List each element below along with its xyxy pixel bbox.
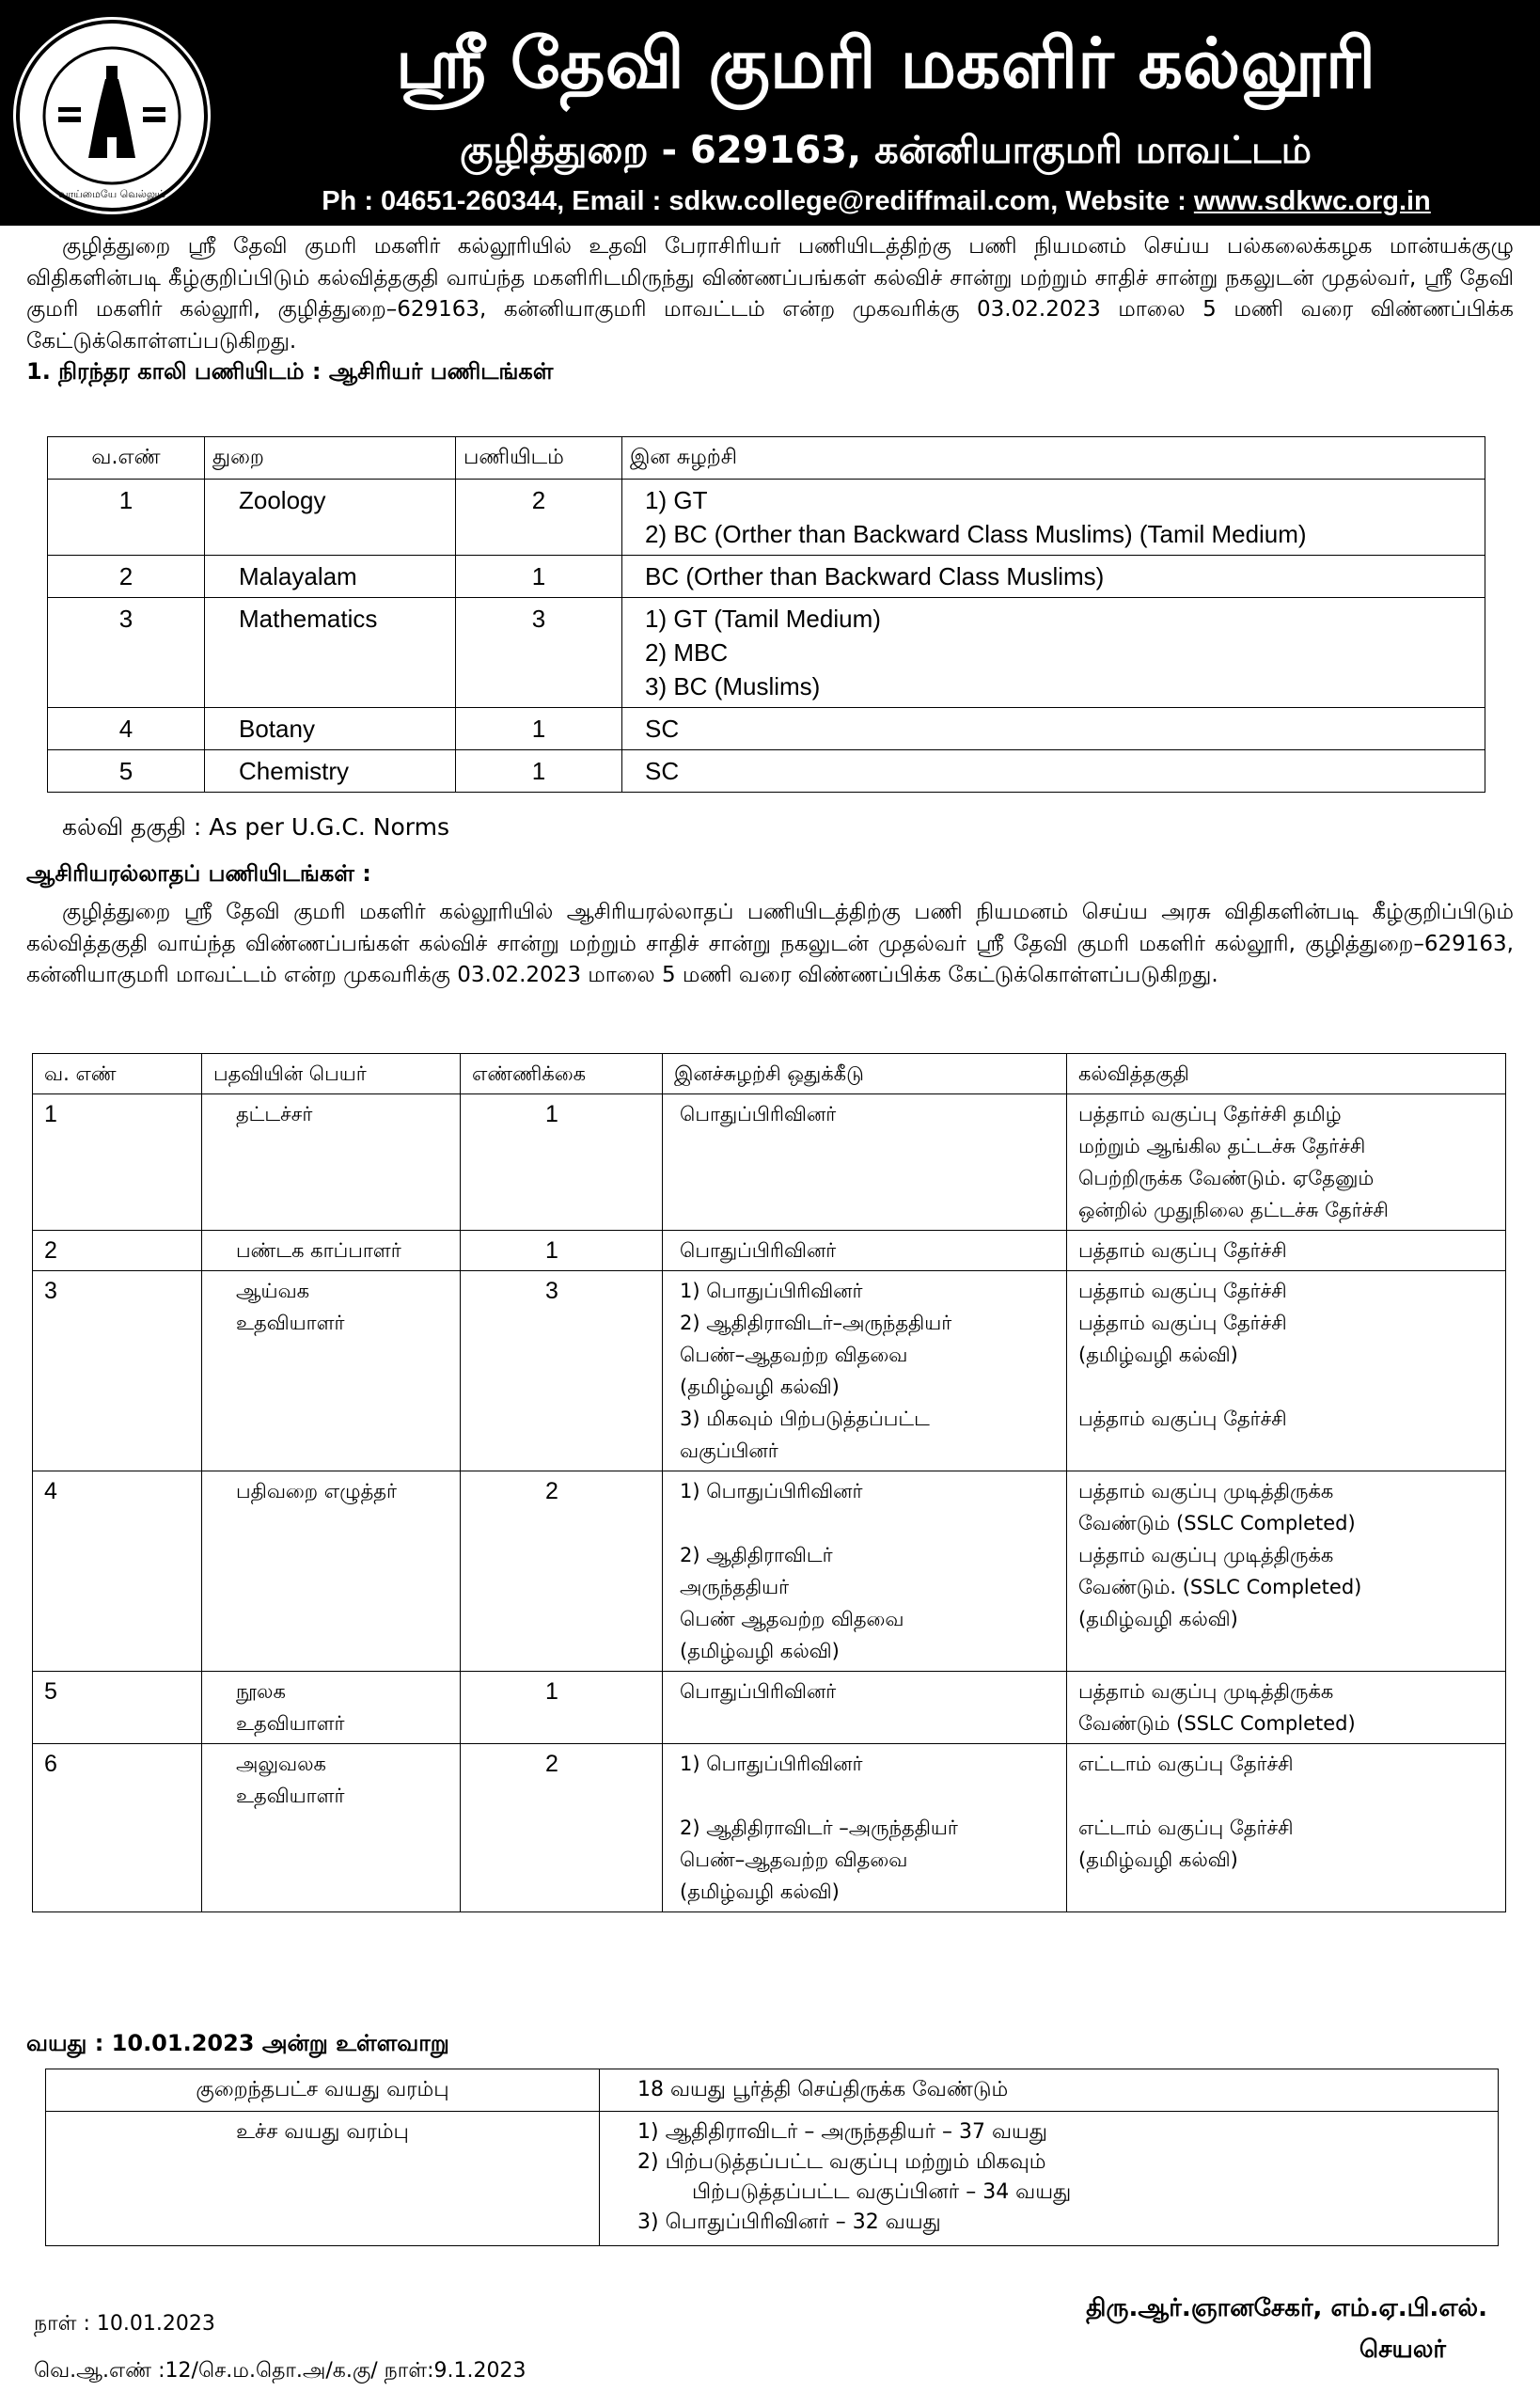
serial-cell: 3 [48, 598, 205, 708]
rotation-cell [622, 708, 1485, 750]
posts-cell: 2 [456, 480, 622, 556]
svg-text:வாய்மையே வெல்லும்: வாய்மையே வெல்லும் [57, 188, 166, 200]
age-min-row [46, 2069, 1499, 2112]
max-age-label: உச்ச வயது வரம்பு [46, 2112, 600, 2246]
qualification-cell-line: பத்தாம் வகுப்பு முடித்திருக்க [1078, 1680, 1334, 1703]
college-title: ஸ்ரீ தேவி குமரி மகளிர் கல்லூரி [395, 24, 1376, 104]
qualification-cell-line: (தமிழ்வழி கல்வி) [1078, 1849, 1238, 1871]
rotation-cell [622, 480, 1485, 556]
table-row [48, 480, 1485, 556]
reservation-cell-line: 1) பொதுப்பிரிவினர் [680, 1280, 863, 1302]
serial-cell: 5 [48, 750, 205, 793]
rotation-cell-line: 3) BC (Muslims) [645, 672, 821, 700]
post-name-cell-line: நூலக [236, 1680, 286, 1703]
table-row [48, 556, 1485, 598]
min-age-value: 18 வயது பூர்த்தி செய்திருக்க வேண்டும் [600, 2069, 1499, 2112]
serial-cell: 1 [48, 480, 205, 556]
max-age-item: 1) ஆதிதிராவிடர் – அருந்ததியர் – 37 வயது [637, 2120, 1047, 2144]
serial-cell: 3 [33, 1271, 202, 1471]
nonteaching-posts-table [32, 1053, 1506, 1912]
tamil-nadu-emblem-logo [13, 17, 211, 214]
qualification-cell-line: வேண்டும் (SSLC Completed) [1078, 1512, 1356, 1534]
post-name-cell-line: பண்டக காப்பாளர் [236, 1239, 401, 1262]
post-name-cell-line: அலுவலக [236, 1753, 326, 1775]
header-posts: பணியிடம் [456, 437, 622, 480]
reservation-cell-line: 2) ஆதிதிராவிடர் [680, 1544, 833, 1566]
qualification-cell-line: (தமிழ்வழி கல்வி) [1078, 1344, 1238, 1366]
reservation-cell [663, 1744, 1067, 1912]
qualification-cell-line: மற்றும் ஆங்கில தட்டச்சு தேர்ச்சி [1078, 1135, 1366, 1157]
count-cell: 1 [461, 1231, 663, 1271]
qualification-cell-line: வேண்டும். (SSLC Completed) [1078, 1576, 1362, 1598]
section-nonteaching-heading: ஆசிரியரல்லாதப் பணியிடங்கள் : [26, 860, 371, 887]
posts-cell: 1 [456, 556, 622, 598]
rotation-cell-line: 2) BC (Orther than Backward Class Muslims) (Tamil Medium) [645, 520, 1307, 548]
max-age-item: பிற்படுத்தப்பட்ட வகுப்பினர் – 34 வயது [692, 2180, 1072, 2204]
post-name-cell-line: உதவியாளர் [236, 1712, 345, 1735]
reservation-cell-line [680, 1780, 1055, 1812]
age-heading: வயது : 10.01.2023 அன்று உள்ளவாறு [26, 2030, 449, 2056]
rotation-cell-line: 1) GT (Tamil Medium) [645, 605, 881, 633]
reservation-cell-line [680, 1507, 1055, 1539]
reservation-cell-line: 1) பொதுப்பிரிவினர் [680, 1753, 863, 1775]
teaching-posts-table [47, 436, 1485, 793]
reservation-cell-line: (தமிழ்வழி கல்வி) [680, 1376, 840, 1398]
nonteaching-intro-paragraph: குழித்துறை ஸ்ரீ தேவி குமரி மகளிர் கல்லூரியில் ஆசிரியரல்லாதப் பணியிடத்திற்கு பணி நியமனம் செய்ய அரசு விதிகளின்படி கீழ்குறிப்பிடும் கல்வித்தகுதி வாய்ந்த விண்ணப்பங்கள் கல்விச் சான்று மற்றும் சாதிச் சான்று நகலுடன் முதல்வர் ஸ்ரீ தேவி குமரி மகளிர் கல்லூரி, குழித்துறை–629163, கன்னியாகுமரி மாவட்டம் என்ற முகவரிக்கு 03.02.2023 மாலை 5 மணி வரை விண்ணப்பிக்க கேட்டுக்கொள்ளப்படுகிறது. [26, 900, 1514, 987]
rotation-cell-line: SC [645, 757, 680, 785]
college-address: குழித்துறை - 629163, கன்னியாகுமரி மாவட்டம் [460, 129, 1312, 172]
table-row [33, 1672, 1506, 1744]
rotation-cell-line: BC (Orther than Backward Class Muslims) [645, 562, 1105, 590]
qualification-cell-line: பத்தாம் வகுப்பு தேர்ச்சி [1078, 1239, 1287, 1262]
table-row [33, 1471, 1506, 1672]
age-max-row [46, 2112, 1499, 2246]
table-row [48, 750, 1485, 793]
reservation-cell-line: அருந்ததியர் [680, 1576, 790, 1598]
rotation-cell [622, 598, 1485, 708]
count-cell: 1 [461, 1672, 663, 1744]
posts-cell: 1 [456, 708, 622, 750]
post-name-cell [202, 1471, 461, 1672]
department-cell: Mathematics [205, 598, 456, 708]
qualification-cell-line: பத்தாம் வகுப்பு தேர்ச்சி [1078, 1312, 1287, 1334]
department-cell: Chemistry [205, 750, 456, 793]
reservation-cell-line: (தமிழ்வழி கல்வி) [680, 1640, 840, 1662]
header-post-name: பதவியின் பெயர் [202, 1054, 461, 1094]
post-name-cell-line: உதவியாளர் [236, 1312, 345, 1334]
qualification-cell [1067, 1271, 1506, 1471]
count-cell: 2 [461, 1471, 663, 1672]
post-name-cell-line: உதவியாளர் [236, 1785, 345, 1807]
table-row [33, 1231, 1506, 1271]
header-count: எண்ணிக்கை [461, 1054, 663, 1094]
qualification-cell [1067, 1231, 1506, 1271]
reservation-cell-line: பெண்–ஆதவற்ற விதவை [680, 1344, 908, 1366]
signatory-designation: செயலர் [1359, 2336, 1446, 2364]
reservation-cell [663, 1271, 1067, 1471]
qualification-cell [1067, 1471, 1506, 1672]
max-age-item: 2) பிற்படுத்தப்பட்ட வகுப்பு மற்றும் மிகவும் [637, 2150, 1046, 2174]
qualification-cell-line: பத்தாம் வகுப்பு தேர்ச்சி [1078, 1408, 1287, 1430]
post-name-cell [202, 1094, 461, 1231]
notice-date: நாள் : 10.01.2023 [34, 2312, 215, 2336]
max-age-item: 3) பொதுப்பிரிவினர் – 32 வயது [637, 2210, 941, 2234]
qualification-cell-line: பத்தாம் வகுப்பு தேர்ச்சி [1078, 1280, 1287, 1302]
reservation-cell-line: பொதுப்பிரிவினர் [680, 1103, 837, 1125]
qualification-cell-line: பத்தாம் வகுப்பு முடித்திருக்க [1078, 1480, 1334, 1502]
header-rotation: இன சுழற்சி [622, 437, 1485, 480]
rotation-cell-line: 2) MBC [645, 638, 729, 667]
reservation-cell [663, 1471, 1067, 1672]
header-serial: வ. எண் [33, 1054, 202, 1094]
rotation-cell [622, 750, 1485, 793]
reservation-cell-line: பெண் ஆதவற்ற விதவை [680, 1608, 904, 1630]
header-serial: வ.எண் [48, 437, 205, 480]
reservation-cell-line: பொதுப்பிரிவினர் [680, 1239, 837, 1262]
intro-paragraph: குழித்துறை ஸ்ரீ தேவி குமரி மகளிர் கல்லூரியில் உதவி பேராசிரியர் பணியிடத்திற்கு பணி நியமனம் செய்ய பல்கலைக்கழக மான்யக்குழு விதிகளின்படி கீழ்குறிப்பிடும் கல்வித்தகுதி வாய்ந்த மகளிரிடமிருந்து விண்ணப்பங்கள் கல்விச் சான்று மற்றும் சாதிச் சான்று நகலுடன் முதல்வர், ஸ்ரீ தேவி குமரி மகளிர் கல்லூரி, குழித்துறை–629163, கன்னியாகுமரி மாவட்டம் என்ற முகவரிக்கு 03.02.2023 மாலை 5 மணி வரை விண்ணப்பிக்க கேட்டுக்கொள்ளப்படுகிறது. [26, 234, 1514, 354]
reservation-cell-line: வகுப்பினர் [680, 1439, 778, 1462]
table-row [33, 1094, 1506, 1231]
qualification-cell-line: பத்தாம் வகுப்பு தேர்ச்சி தமிழ் [1078, 1103, 1342, 1125]
post-name-cell-line: ஆய்வக [236, 1280, 310, 1302]
header-qualification: கல்வித்தகுதி [1067, 1054, 1506, 1094]
qualification-cell-line: எட்டாம் வகுப்பு தேர்ச்சி [1078, 1753, 1294, 1775]
reservation-cell-line: (தமிழ்வழி கல்வி) [680, 1880, 840, 1903]
table-header-row [33, 1054, 1506, 1094]
qualification-cell-line [1078, 1371, 1494, 1403]
rotation-cell-line: SC [645, 715, 680, 743]
header-banner [0, 0, 1540, 226]
qualification-cell-line: வேண்டும் (SSLC Completed) [1078, 1712, 1356, 1735]
qualification-cell-line: எட்டாம் வகுப்பு தேர்ச்சி [1078, 1817, 1294, 1839]
age-limit-table [45, 2069, 1499, 2246]
serial-cell: 6 [33, 1744, 202, 1912]
post-name-cell [202, 1672, 461, 1744]
post-name-cell-line: தட்டச்சர் [236, 1103, 313, 1125]
department-cell: Botany [205, 708, 456, 750]
max-age-values [600, 2112, 1499, 2246]
reservation-cell-line: 2) ஆதிதிராவிடர் –அருந்ததியர் [680, 1817, 958, 1839]
reservation-cell [663, 1672, 1067, 1744]
qualification-cell-line: பத்தாம் வகுப்பு முடித்திருக்க [1078, 1544, 1334, 1566]
qualification-cell-line: ஒன்றில் முதுநிலை தட்டச்சு தேர்ச்சி [1078, 1199, 1389, 1221]
contact-details: Ph : 04651-260344, Email : sdkw.college@rediffmail.com, Website : [322, 186, 1194, 216]
count-cell: 1 [461, 1094, 663, 1231]
min-age-label: குறைந்தபட்ச வயது வரம்பு [46, 2069, 600, 2112]
reservation-cell [663, 1094, 1067, 1231]
reservation-cell-line: பெண்–ஆதவற்ற விதவை [680, 1849, 908, 1871]
serial-cell: 1 [33, 1094, 202, 1231]
signatory-name: திரு.ஆர்.ஞானசேகர், எம்.ஏ.பி.எல். [1086, 2294, 1487, 2322]
qualification-line: கல்வி தகுதி : As per U.G.C. Norms [62, 813, 449, 841]
serial-cell: 2 [33, 1231, 202, 1271]
post-name-cell-line: பதிவறை எழுத்தர் [236, 1480, 397, 1502]
reservation-cell-line: 1) பொதுப்பிரிவினர் [680, 1480, 863, 1502]
table-row [48, 598, 1485, 708]
count-cell: 3 [461, 1271, 663, 1471]
department-cell: Zoology [205, 480, 456, 556]
count-cell: 2 [461, 1744, 663, 1912]
department-cell: Malayalam [205, 556, 456, 598]
qualification-cell [1067, 1094, 1506, 1231]
serial-cell: 4 [48, 708, 205, 750]
table-header-row [48, 437, 1485, 480]
qualification-cell-line: (தமிழ்வழி கல்வி) [1078, 1608, 1238, 1630]
table-row [33, 1271, 1506, 1471]
serial-cell: 5 [33, 1672, 202, 1744]
qualification-cell [1067, 1672, 1506, 1744]
reservation-cell-line: 2) ஆதிதிராவிடர்–அருந்ததியர் [680, 1312, 952, 1334]
table-row [48, 708, 1485, 750]
rotation-cell-line: 1) GT [645, 486, 708, 514]
posts-cell: 3 [456, 598, 622, 708]
posts-cell: 1 [456, 750, 622, 793]
qualification-cell-line: பெற்றிருக்க வேண்டும். ஏதேனும் [1078, 1167, 1375, 1189]
header-department: துறை [205, 437, 456, 480]
header-reservation: இனச்சுழற்சி ஒதுக்கீடு [663, 1054, 1067, 1094]
serial-cell: 4 [33, 1471, 202, 1672]
section-teaching-heading: 1. நிரந்தர காலி பணியிடம் : ஆசிரியர் பணிடங்கள் [26, 358, 554, 385]
reservation-cell-line: பொதுப்பிரிவினர் [680, 1680, 837, 1703]
post-name-cell [202, 1231, 461, 1271]
reference-number: வெ.ஆ.எண் :12/செ.ம.தொ.அ/க.கு/ நாள்:9.1.2023 [34, 2359, 526, 2383]
reservation-cell [663, 1231, 1067, 1271]
serial-cell: 2 [48, 556, 205, 598]
post-name-cell [202, 1271, 461, 1471]
rotation-cell [622, 556, 1485, 598]
qualification-cell-line [1078, 1780, 1494, 1812]
reservation-cell-line: 3) மிகவும் பிற்படுத்தப்பட்ட [680, 1408, 930, 1430]
website-link[interactable]: www.sdkwc.org.in [1193, 186, 1431, 216]
post-name-cell [202, 1744, 461, 1912]
contact-line [218, 182, 1534, 220]
table-row [33, 1744, 1506, 1912]
qualification-cell [1067, 1744, 1506, 1912]
